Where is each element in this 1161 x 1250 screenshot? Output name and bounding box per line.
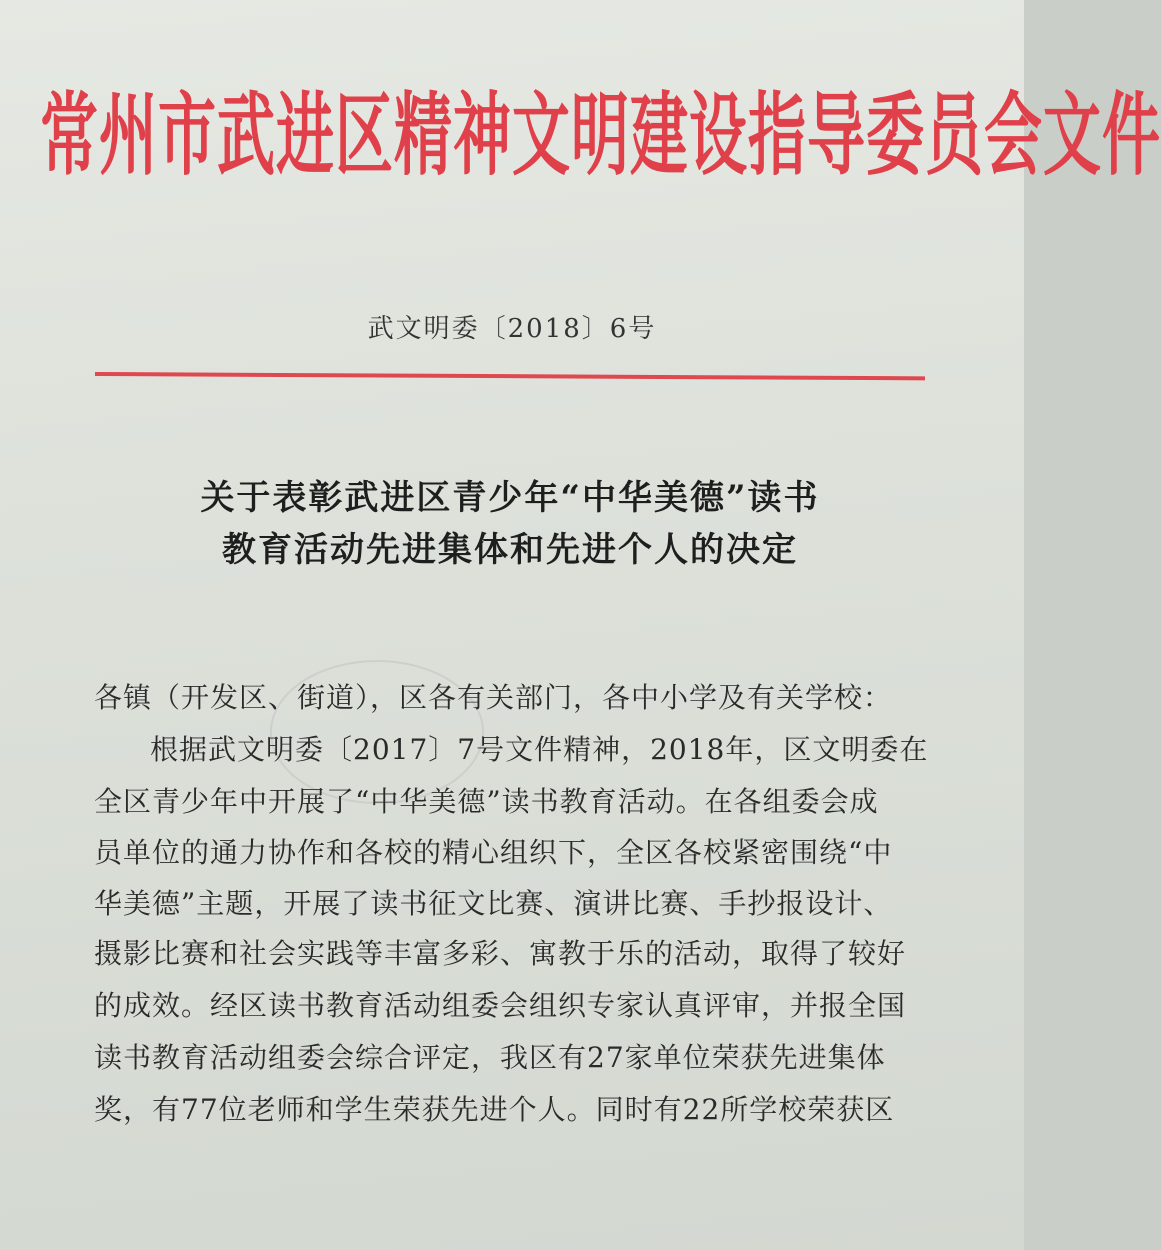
document-title-line-1: 关于表彰武进区青少年“中华美德”读书	[200, 478, 820, 518]
body-line-5: 摄影比赛和社会实践等丰富多彩、寓教于乐的活动，取得了较好	[94, 937, 907, 970]
document-number: 武文明委〔2018〕6号	[367, 314, 657, 344]
body-line-1: 根据武文明委〔2017〕7号文件精神，2018年，区文明委在	[150, 733, 929, 766]
body-line-7: 读书教育活动组委会综合评定，我区有27家单位荣获先进集体	[94, 1041, 886, 1074]
red-divider-line	[95, 372, 925, 380]
body-line-8: 奖，有77位老师和学生荣获先进个人。同时有22所学校荣获区	[94, 1093, 895, 1126]
body-line-4: 华美德”主题，开展了读书征文比赛、演讲比赛、手抄报设计、	[94, 887, 893, 920]
body-line-2: 全区青少年中开展了“中华美德”读书教育活动。在各组委会成	[94, 785, 879, 818]
issuer-header: 常州市武进区精神文明建设指导委员会文件	[40, 82, 1161, 188]
salutation: 各镇（开发区、街道），区各有关部门，各中小学及有关学校：	[94, 681, 893, 714]
document-title-line-2: 教育活动先进集体和先进个人的决定	[222, 530, 798, 570]
body-line-6: 的成效。经区读书教育活动组委会组织专家认真评审，并报全国	[94, 989, 907, 1022]
body-line-3: 员单位的通力协作和各校的精心组织下，全区各校紧密围绕“中	[94, 836, 893, 869]
